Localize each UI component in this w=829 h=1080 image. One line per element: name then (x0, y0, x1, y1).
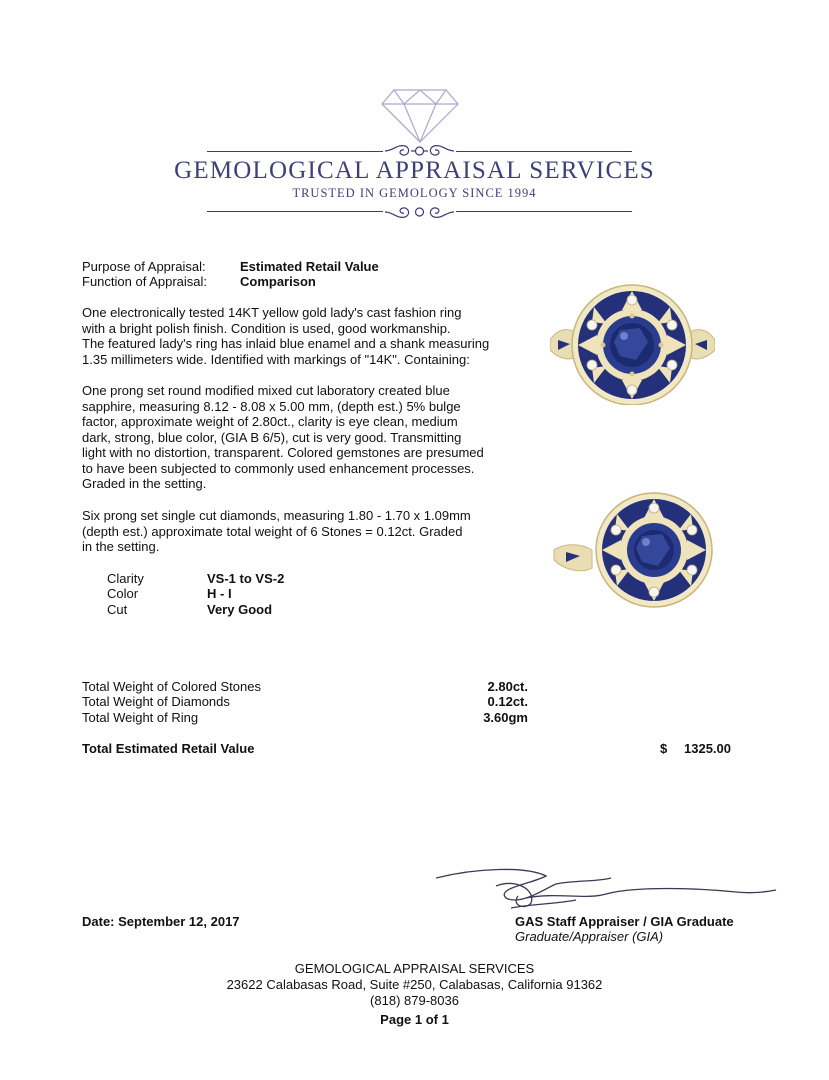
total-colored-stones-label: Total Weight of Colored Stones (82, 679, 261, 694)
total-ring-weight-value: 3.60gm (483, 710, 528, 725)
ring-description: One electronically tested 14KT yellow gold lady's cast fashion ring with a bright polish finish. Condition is used, good workmanship. The featured lady's ring has inlaid blue enamel and a shank measuring 1.35 millimeters wide. Identified with markings of "14K". Containing: (82, 305, 490, 367)
grading-label-color: Color (107, 586, 139, 601)
sapphire-description: One prong set round modified mixed cut laboratory created blue sapphire, measuring 8.12 - 8.08 x 5.00 mm, (depth est.) 5% bulge factor, approximate weight of 2.80ct., clarity is eye clean, medium dark, strong, blue color, (GIA B 6/5), cut is very good. Transmitting light with no distortion, transparent. Colored gemstones are presumed to have been subjected to commonly used enhancement processes. Graded in the setting. (82, 383, 484, 491)
header-rule-bottom-left (207, 211, 383, 212)
retail-value-label: Total Estimated Retail Value (82, 741, 255, 756)
footer-company: GEMOLOGICAL APPRAISAL SERVICES (294, 961, 535, 976)
function-label: Function of Appraisal: (82, 274, 208, 289)
grading-label-cut: Cut (107, 602, 128, 617)
ring-angle-view (552, 492, 717, 620)
footer-address: 23622 Calabasas Road, Suite #250, Calabasas, California 91362 (226, 977, 603, 992)
total-diamonds-label: Total Weight of Diamonds (82, 694, 230, 709)
appraisal-date: Date: September 12, 2017 (82, 914, 240, 929)
purpose-value: Estimated Retail Value (240, 259, 379, 274)
grading-label-clarity: Clarity (107, 571, 144, 586)
retail-currency: $ (660, 741, 668, 756)
appraiser-title: GAS Staff Appraiser / GIA Graduate (515, 914, 734, 929)
footer-phone: (818) 879-8036 (370, 993, 459, 1008)
header-rule-bottom-right (456, 211, 632, 212)
grading-value-clarity: VS-1 to VS-2 (207, 571, 285, 586)
diamond-description: Six prong set single cut diamonds, measuring 1.80 - 1.70 x 1.09mm (depth est.) approximate total weight of 6 Stones = 0.12ct. Graded in the setting. (82, 508, 471, 554)
total-diamonds-value: 0.12ct. (487, 694, 528, 709)
scroll-ornament-bottom-icon (383, 201, 456, 226)
total-ring-weight-label: Total Weight of Ring (82, 710, 199, 725)
diamond-logo-icon (380, 88, 460, 147)
purpose-label: Purpose of Appraisal: (82, 259, 206, 274)
retail-amount: 1325.00 (684, 741, 731, 756)
appraiser-subtitle: Graduate/Appraiser (GIA) (515, 929, 664, 944)
ring-top-view (550, 280, 715, 408)
header-rule-left (207, 151, 383, 152)
grading-value-color: H - I (207, 586, 232, 601)
page-number: Page 1 of 1 (380, 1012, 449, 1027)
total-colored-stones-value: 2.80ct. (487, 679, 528, 694)
grading-value-cut: Very Good (207, 602, 273, 617)
function-value: Comparison (240, 274, 316, 289)
header-rule-right (456, 151, 632, 152)
company-name: GEMOLOGICAL APPRAISAL SERVICES (174, 157, 655, 184)
signature-scribble (436, 858, 786, 921)
company-tagline: TRUSTED IN GEMOLOGY SINCE 1994 (292, 186, 537, 200)
